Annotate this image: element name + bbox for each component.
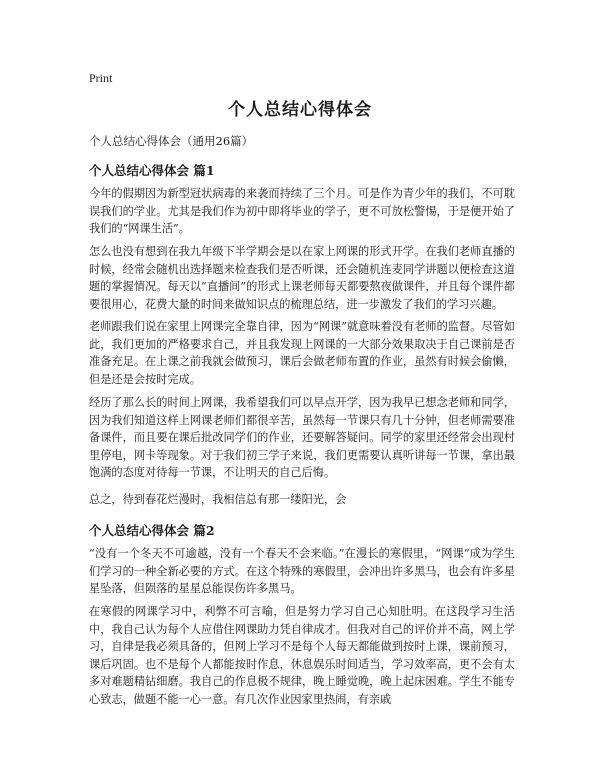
section-heading-1: 个人总结心得体会 篇1 (89, 163, 215, 178)
paragraph: 在寒假的网课学习中，利弊不可言喻，但是努力学习自己心知肚明。在这段学习生活中，我自己认为每个人应借住网课助力凭自律成才。但我对自己的评价并不高，网上学习，自律是我必须具备的，但网上学习不是每个人每天都能做到按时上课，课前预习，课后巩固。也不是每个人都能按时作息，休息娱乐时间适当，学习效率高，更不会有太多对难题精钻细磨。我自己的作息极不规律，晚上睡觉晚，晚上起床困难。学生不能专心致志，做题不能一心一意。有几次作业因家里热闹，有亲戚 (89, 605, 515, 706)
paragraph: 总之，待到春花烂漫时，我相信总有那一缕阳光，会 (89, 493, 347, 506)
paragraph: 老师跟我们说在家里上网课完全靠自律，因为“网课”就意味着没有老师的监督。尽管如此，我们更加的严格要求自己，并且我发现上网课的一大部分效果取决于自己课前是否准备充足。在上课之前我就会做预习，课后会做老师布置的作业，虽然有时候会偷懒，但是还是会按时完成。 (89, 320, 515, 386)
page-title: 个人总结心得体会 (228, 100, 372, 120)
paragraph: “没有一个冬天不可逾越，没有一个春天不会来临。”在漫长的寒假里，“网课”成为学生们学习的一种全新必要的方式。在这个特殊的寒假里，会冲出许多黑马，也会有许多星星坠落，但陨落的星星总能误伤许多黑马。 (89, 547, 515, 595)
document-subtitle: 个人总结心得体会（通用26篇） (89, 134, 254, 148)
paragraph: 怎么也没有想到在我九年级下半学期会是以在家上网课的形式开学。在我们老师直播的时候，经常会随机出选择题来检查我们是否听课，还会随机连麦同学讲题以便检查这道题的掌握情况。每天以“直播间”的形式上课老师每天都要熬夜做课件，并且每个课件都要很用心，花费大量的时间来做知识点的梳理总结，进一步激发了我们的学习兴趣。 (89, 245, 515, 311)
paragraph: 经历了那么长的时间上网课，我希望我们可以早点开学，因为我早已想念老师和同学，因为我们知道这样上网课老师们都很辛苦，虽然每一节课只有几十分钟，但老师需要准备课件，而且要在课后批改同学们的作业，还要解答疑问。同学的家里还经常会出现村里停电，网卡等现象。对于我们初三学子来说，我们更需要认真听讲每一节课，拿出最饱满的态度对待每一节课，不让明天的自己后悔。 (89, 396, 515, 479)
section-heading-2: 个人总结心得体会 篇2 (89, 523, 215, 538)
print-link[interactable]: Print (89, 71, 113, 85)
paragraph: 今年的假期因为新型冠状病毒的来袭而持续了三个月。可是作为青少年的我们，不可耽误我们的学业。尤其是我们作为初中即将毕业的学子，更不可放松警惕，于是便开始了我们的“网课生活”。 (89, 187, 515, 235)
